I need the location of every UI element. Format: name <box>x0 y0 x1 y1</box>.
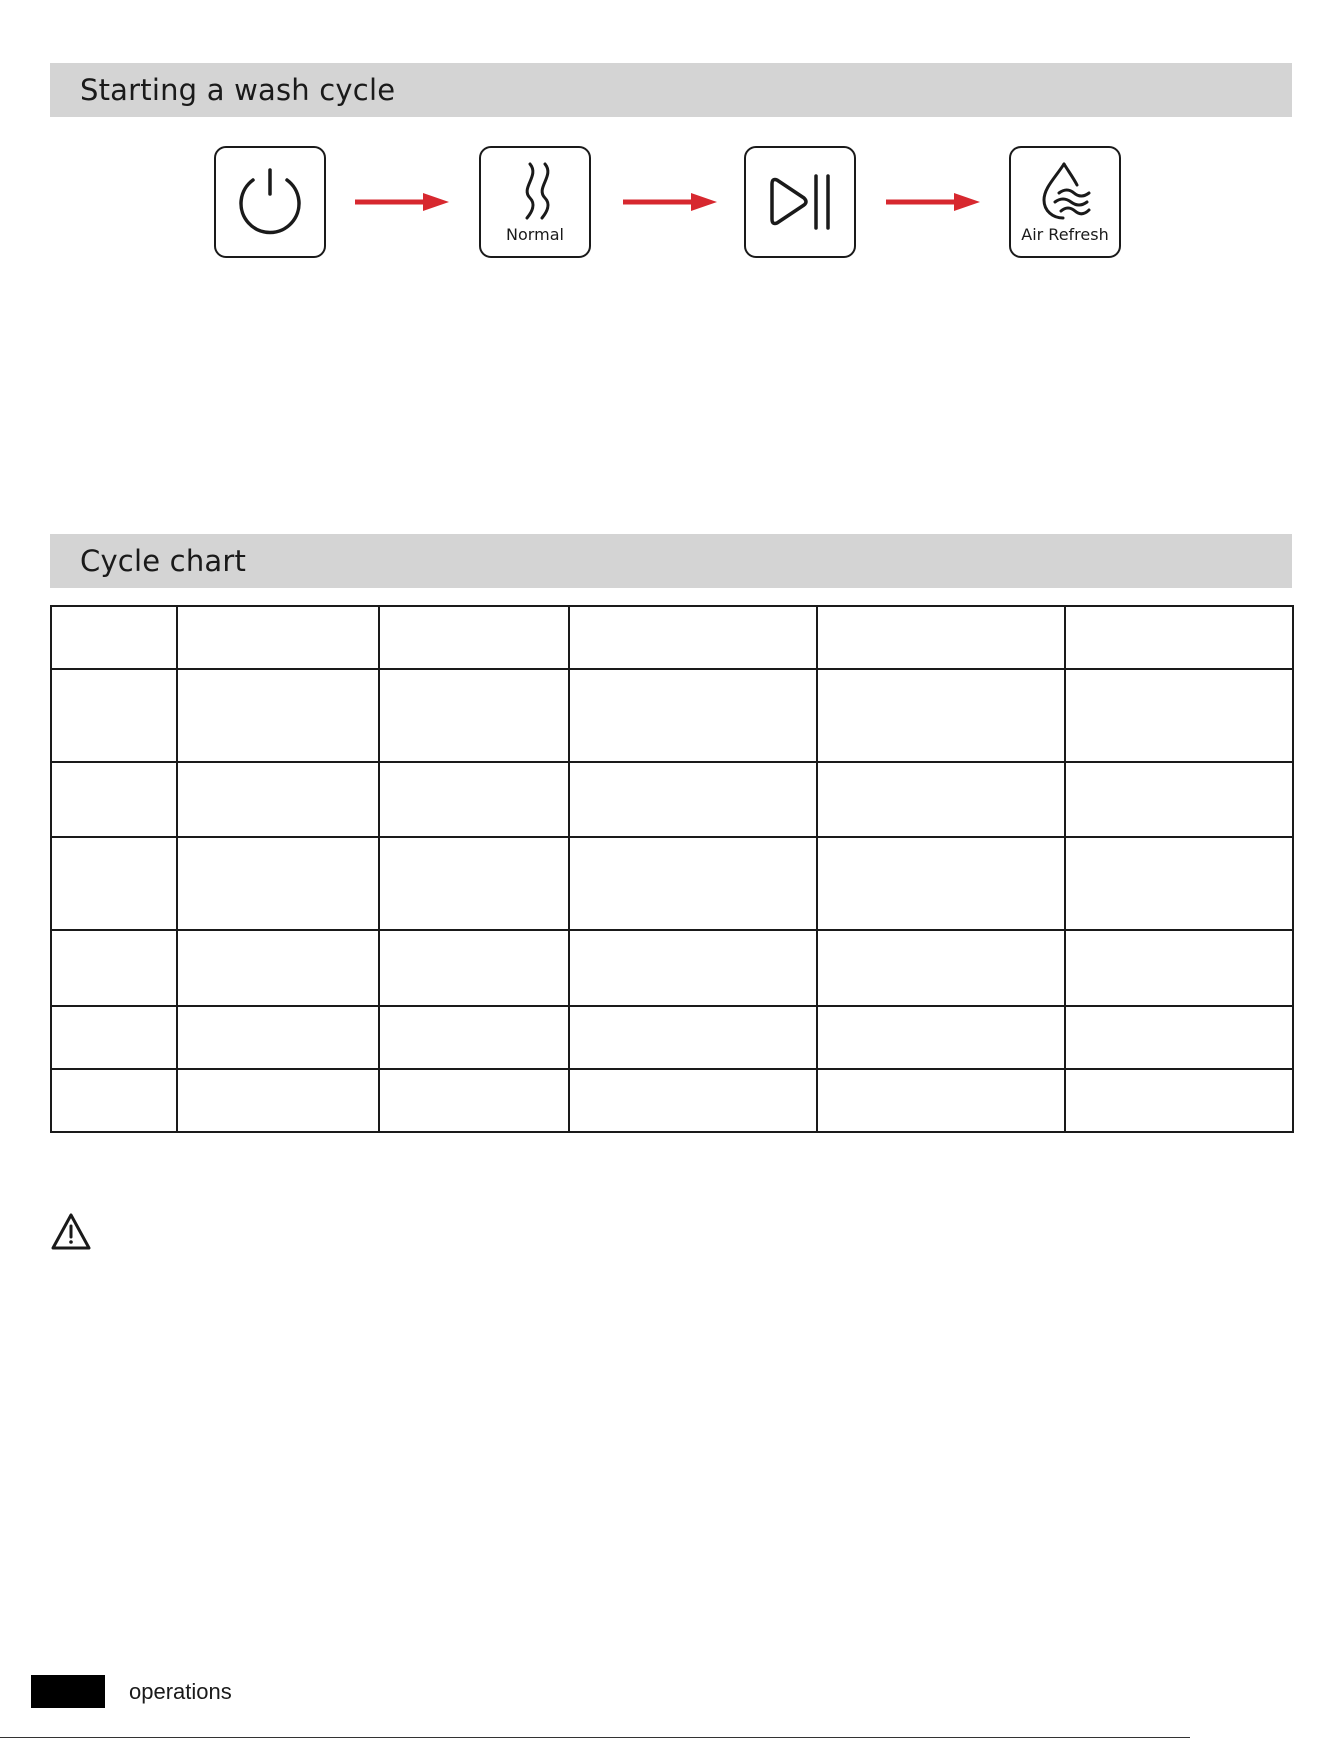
power-icon <box>216 148 324 256</box>
header-cell <box>1065 606 1293 669</box>
normal-cycle-step <box>479 146 591 258</box>
table-header-row <box>51 606 1293 669</box>
table-row <box>51 1006 1293 1069</box>
table-cell <box>177 930 379 1006</box>
footer-section-label: operations <box>129 1679 232 1704</box>
table-row <box>51 837 1293 930</box>
table-cell <box>379 1006 569 1069</box>
table-cell <box>569 930 817 1006</box>
table-cell <box>177 1069 379 1132</box>
section-header-starting <box>50 63 1292 117</box>
header-cell <box>817 606 1065 669</box>
table-cell <box>1065 1069 1293 1132</box>
table-cell <box>51 762 177 837</box>
table-cell <box>1065 762 1293 837</box>
arrow-right-icon <box>886 190 982 214</box>
table-cell <box>379 669 569 762</box>
step-label: Air Refresh <box>1021 225 1109 244</box>
table-row <box>51 762 1293 837</box>
table-cell <box>569 669 817 762</box>
header-cell <box>51 606 177 669</box>
play-pause-icon <box>746 148 854 256</box>
table-cell <box>1065 1006 1293 1069</box>
page-number-block <box>31 1675 105 1708</box>
table-cell <box>177 1006 379 1069</box>
table-cell <box>177 669 379 762</box>
step-label: Normal <box>506 225 564 244</box>
table-row <box>51 669 1293 762</box>
table-cell <box>51 837 177 930</box>
table-cell <box>817 669 1065 762</box>
table-cell <box>379 837 569 930</box>
table-cell <box>817 930 1065 1006</box>
table-cell <box>51 930 177 1006</box>
table-cell <box>379 762 569 837</box>
table-cell <box>569 837 817 930</box>
footer-divider <box>0 1737 1190 1738</box>
cycle-chart-table <box>50 605 1294 1133</box>
table-cell <box>569 762 817 837</box>
table-row <box>51 930 1293 1006</box>
table-cell <box>817 762 1065 837</box>
table-cell <box>1065 837 1293 930</box>
table-cell <box>177 837 379 930</box>
table-cell <box>1065 669 1293 762</box>
header-cell <box>177 606 379 669</box>
section-title: Starting a wash cycle <box>80 73 396 107</box>
table-cell <box>569 1069 817 1132</box>
table-row <box>51 1069 1293 1132</box>
arrow-right-icon <box>355 190 451 214</box>
air-refresh-step <box>1009 146 1121 258</box>
table-cell <box>817 837 1065 930</box>
table-cell <box>817 1006 1065 1069</box>
section-title: Cycle chart <box>80 544 247 578</box>
header-cell <box>569 606 817 669</box>
table-cell <box>817 1069 1065 1132</box>
header-cell <box>379 606 569 669</box>
warning-icon <box>50 1212 92 1252</box>
table-cell <box>1065 930 1293 1006</box>
power-button-step <box>214 146 326 258</box>
table-cell <box>51 669 177 762</box>
section-header-cycle-chart <box>50 534 1292 588</box>
table-cell <box>569 1006 817 1069</box>
table-cell <box>379 1069 569 1132</box>
table-cell <box>379 930 569 1006</box>
start-pause-step <box>744 146 856 258</box>
table-cell <box>177 762 379 837</box>
table-cell <box>51 1069 177 1132</box>
arrow-right-icon <box>623 190 719 214</box>
table-cell <box>51 1006 177 1069</box>
